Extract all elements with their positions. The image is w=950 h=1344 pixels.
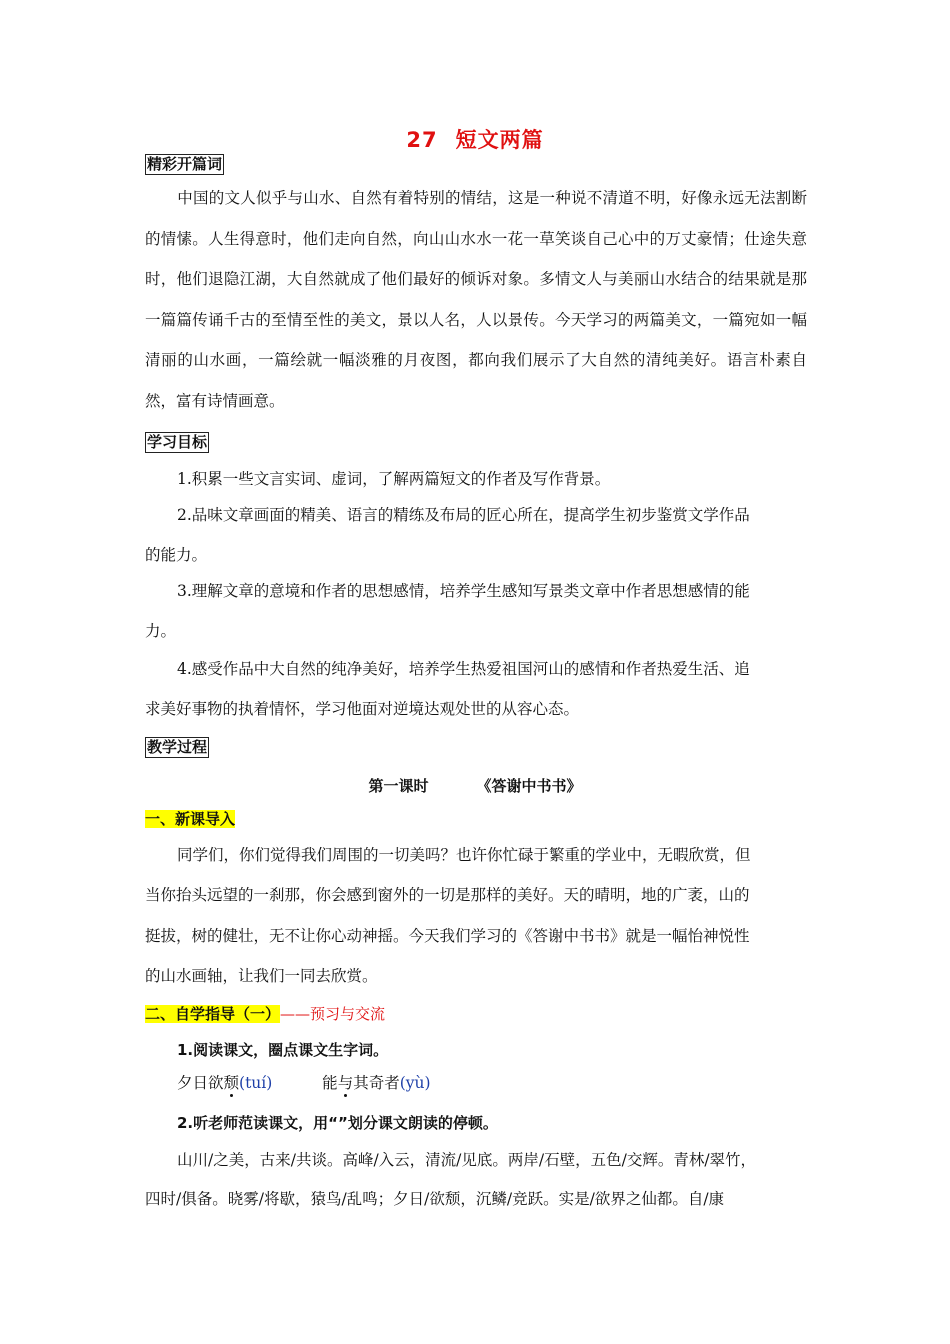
- intro-line: 挺拔，树的健壮，无不让你心动神摇。今天我们学习的《答谢中书书》就是一幅怡神悦性: [145, 927, 750, 945]
- part2-heading-text: 二、自学指导（一）: [145, 1005, 281, 1023]
- part1-heading-text: 一、新课导入: [145, 810, 236, 828]
- part1-heading: [145, 809, 235, 829]
- intro-text: 中国的文人似乎与山水、自然有着特别的情结，这是一种说不清道不明，好像永远无法割断的情愫。人生得意时，他们走向自然，向山山水水一花一草笑谈自己心中的万丈豪情；仕途失意时，他们退隐江湖，大自然就成了他们最好的倾诉对象。多情文人与美丽山水结合的结果就是那一篇篇传诵千古的至情至性的美文，景以人名，人以景传。今天学习的两篇美文，一篇宛如一幅清丽的山水画，一篇绘就一幅淡雅的月夜图，都向我们展示了大自然的清纯美好。语言朴素自然，富有诗情画意。: [145, 189, 807, 410]
- vocab-pinyin: (tuí): [239, 1074, 273, 1092]
- lesson-header: [0, 775, 950, 796]
- lesson-number: 27: [406, 128, 438, 152]
- task2-text: 2.听老师范读课文，用“”划分课文朗读的停顿。: [177, 1114, 498, 1132]
- vocab-text: 夕日欲: [177, 1074, 224, 1092]
- task1-text: 1.阅读课文，圈点课文生字词。: [177, 1041, 389, 1059]
- lesson-work-title: 《答谢中书书》: [476, 777, 582, 795]
- goal-item: 1.积累一些文言实词、虚词，了解两篇短文的作者及写作背景。: [177, 470, 611, 488]
- goal-item: 2.品味文章画面的精美、语言的精练及布局的匠心所在，提高学生初步鉴赏文学作品: [177, 506, 750, 524]
- part2-subtitle: ——预习与交流: [280, 1005, 386, 1023]
- intro-paragraph: [145, 178, 807, 421]
- vocab-item-1: [177, 1074, 277, 1092]
- vocab-row: [177, 1072, 431, 1094]
- vocab-text: 能: [322, 1074, 338, 1092]
- vocab-pinyin: (yù): [399, 1074, 431, 1092]
- goal-item: 4.感受作品中大自然的纯净美好，培养学生热爱祖国河山的感情和作者热爱生活、追: [177, 660, 750, 678]
- goals-heading: 学习目标: [147, 433, 208, 451]
- intro-line: 的山水画轴，让我们一同去欣赏。: [145, 967, 378, 985]
- reading-line: 四时/俱备。晓雾/将歇，猿鸟/乱鸣；夕日/欲颓，沉鳞/竞跃。实是/欲界之仙都。自/康: [145, 1190, 725, 1208]
- intro-line: 同学们，你们觉得我们周围的一切美吗？也许你忙碌于繁重的学业中，无暇欣赏，但: [177, 846, 751, 864]
- page-title: [0, 124, 950, 154]
- vocab-char: 与: [337, 1074, 354, 1092]
- vocab-char: 颓: [223, 1074, 240, 1092]
- goal-item-cont: 力。: [145, 622, 177, 640]
- intro-heading: 精彩开篇词: [147, 155, 223, 173]
- vocab-item-2: [322, 1074, 430, 1092]
- intro-line: 当你抬头远望的一刹那，你会感到窗外的一切是那样的美好。天的晴明，地的广袤，山的: [145, 886, 750, 904]
- goal-item-cont: 的能力。: [145, 546, 208, 564]
- lesson-label: 第一课时: [368, 777, 429, 795]
- vocab-text: 其奇者: [353, 1074, 400, 1092]
- lesson-title: 短文两篇: [455, 128, 544, 152]
- goal-item: 3.理解文章的意境和作者的思想感情，培养学生感知写景类文章中作者思想感情的能: [177, 582, 750, 600]
- process-heading: 教学过程: [147, 738, 208, 756]
- goal-item-cont: 求美好事物的执着情怀，学习他面对逆境达观处世的从容心态。: [145, 700, 580, 718]
- part2-heading: [145, 1004, 385, 1024]
- reading-line: 山川/之美，古来/共谈。高峰/入云，清流/见底。两岸/石壁，五色/交辉。青林/翠竹，: [177, 1151, 757, 1169]
